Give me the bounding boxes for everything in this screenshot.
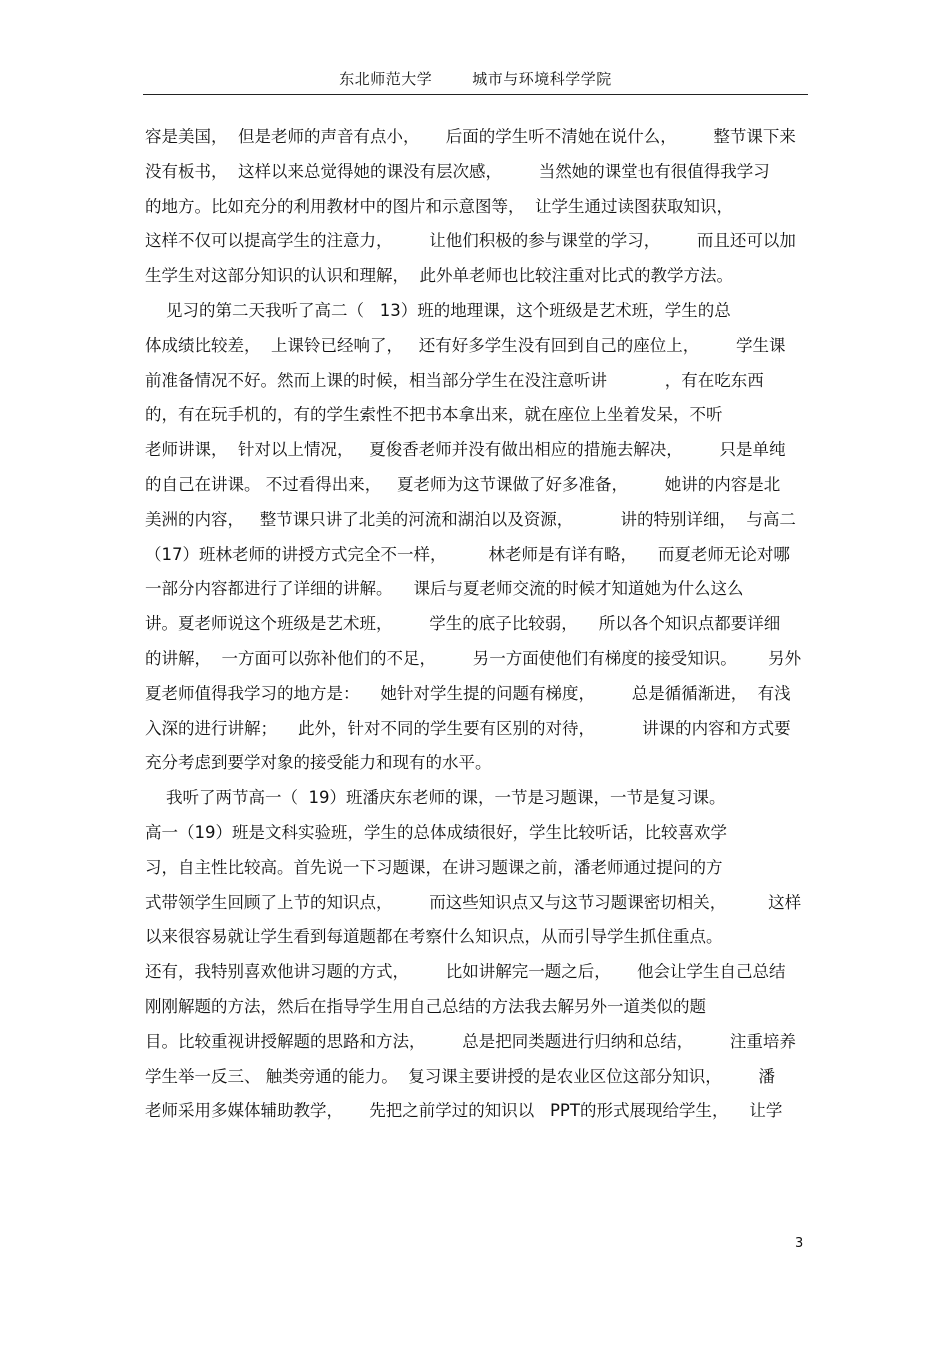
- text-line: 目。比较重视讲授解题的思路和方法， 总是把同类题进行归纳和总结， 注重培养: [145, 1031, 796, 1051]
- text-line: 还有，我特别喜欢他讲习题的方式， 比如讲解完一题之后， 他会让学生自己总结: [145, 962, 786, 982]
- text-line: 这样不仅可以提高学生的注意力， 让他们积极的参与课堂的学习， 而且还可以加: [145, 231, 796, 251]
- header-university: 东北师范大学: [339, 70, 433, 88]
- text-line: 见习的第二天我听了高二（ 13）班的地理课，这个班级是艺术班，学生的总: [145, 300, 731, 320]
- text-line: 高一（19）班是文科实验班，学生的总体成绩很好，学生比较听话，比较喜欢学: [145, 822, 727, 842]
- page-header: [143, 68, 808, 89]
- text-line: 以来很容易就让学生看到每道题都在考察什么知识点，从而引导学生抓住重点。: [145, 927, 723, 947]
- text-line: 刚刚解题的方法，然后在指导学生用自己总结的方法我去解另外一道类似的题: [145, 996, 706, 1016]
- text-line: 老师采用多媒体辅助教学， 先把之前学过的知识以 PPT的形式展现给学生， 让学: [145, 1101, 783, 1121]
- text-line: 式带领学生回顾了上节的知识点， 而这些知识点又与这节习题课密切相关， 这样: [145, 892, 802, 912]
- text-line: 体成绩比较差， 上课铃已经响了， 还有好多学生没有回到自己的座位上， 学生课: [145, 335, 786, 355]
- text-line: 我听了两节高一（ 19）班潘庆东老师的课，一节是习题课，一节是复习课。: [145, 788, 726, 808]
- text-line: 学生举一反三、 触类旁通的能力。 复习课主要讲授的是农业区位这部分知识， 潘: [145, 1066, 775, 1086]
- text-line: 一部分内容都进行了详细的讲解。 课后与夏老师交流的时候才知道她为什么这么: [145, 579, 744, 599]
- text-line: 老师讲课， 针对以上情况， 夏俊香老师并没有做出相应的措施去解决， 只是单纯: [145, 440, 786, 460]
- text-line: （17）班林老师的讲授方式完全不一样， 林老师是有详有略， 而夏老师无论对哪: [145, 544, 790, 564]
- page-number: 3: [795, 1236, 804, 1251]
- body-text: [145, 120, 810, 1129]
- text-line: 的，有在玩手机的，有的学生索性不把书本拿出来，就在座位上坐着发呆，不听: [145, 405, 723, 425]
- text-line: 入深的进行讲解； 此外，针对不同的学生要有区别的对待， 讲课的内容和方式要: [145, 718, 791, 738]
- text-line: 美洲的内容， 整节课只讲了北美的河流和湖泊以及资源， 讲的特别详细， 与高二: [145, 509, 796, 529]
- text-line: 容是美国， 但是老师的声音有点小， 后面的学生听不清她在说什么， 整节课下来: [145, 127, 796, 146]
- text-line: 充分考虑到要学对象的接受能力和现有的水平。: [145, 753, 492, 773]
- header-rule: [143, 94, 808, 95]
- text-line: 的自己在讲课。 不过看得出来， 夏老师为这节课做了好多准备， 她讲的内容是北: [145, 474, 781, 494]
- header-college: 城市与环境科学学院: [472, 70, 612, 88]
- text-line: 没有板书， 这样以来总觉得她的课没有层次感， 当然她的课堂也有很值得我学习: [145, 161, 770, 181]
- text-line: 生学生对这部分知识的认识和理解， 此外单老师也比较注重对比式的教学方法。: [145, 266, 733, 286]
- text-line: 习，自主性比较高。首先说一下习题课，在讲习题课之前，潘老师通过提问的方: [145, 857, 723, 877]
- text-line: 前准备情况不好。然而上课的时候，相当部分学生在没注意听讲 ，有在吃东西: [145, 370, 764, 390]
- text-line: 夏老师值得我学习的地方是： 她针对学生提的问题有梯度， 总是循循渐进， 有浅: [145, 683, 791, 703]
- text-line: 的地方。比如充分的利用教材中的图片和示意图等， 让学生通过读图获取知识，: [145, 196, 733, 216]
- text-line: 讲。夏老师说这个班级是艺术班， 学生的底子比较弱， 所以各个知识点都要详细: [145, 614, 781, 634]
- text-line: 的讲解， 一方面可以弥补他们的不足， 另一方面使他们有梯度的接受知识。 另外: [145, 648, 802, 668]
